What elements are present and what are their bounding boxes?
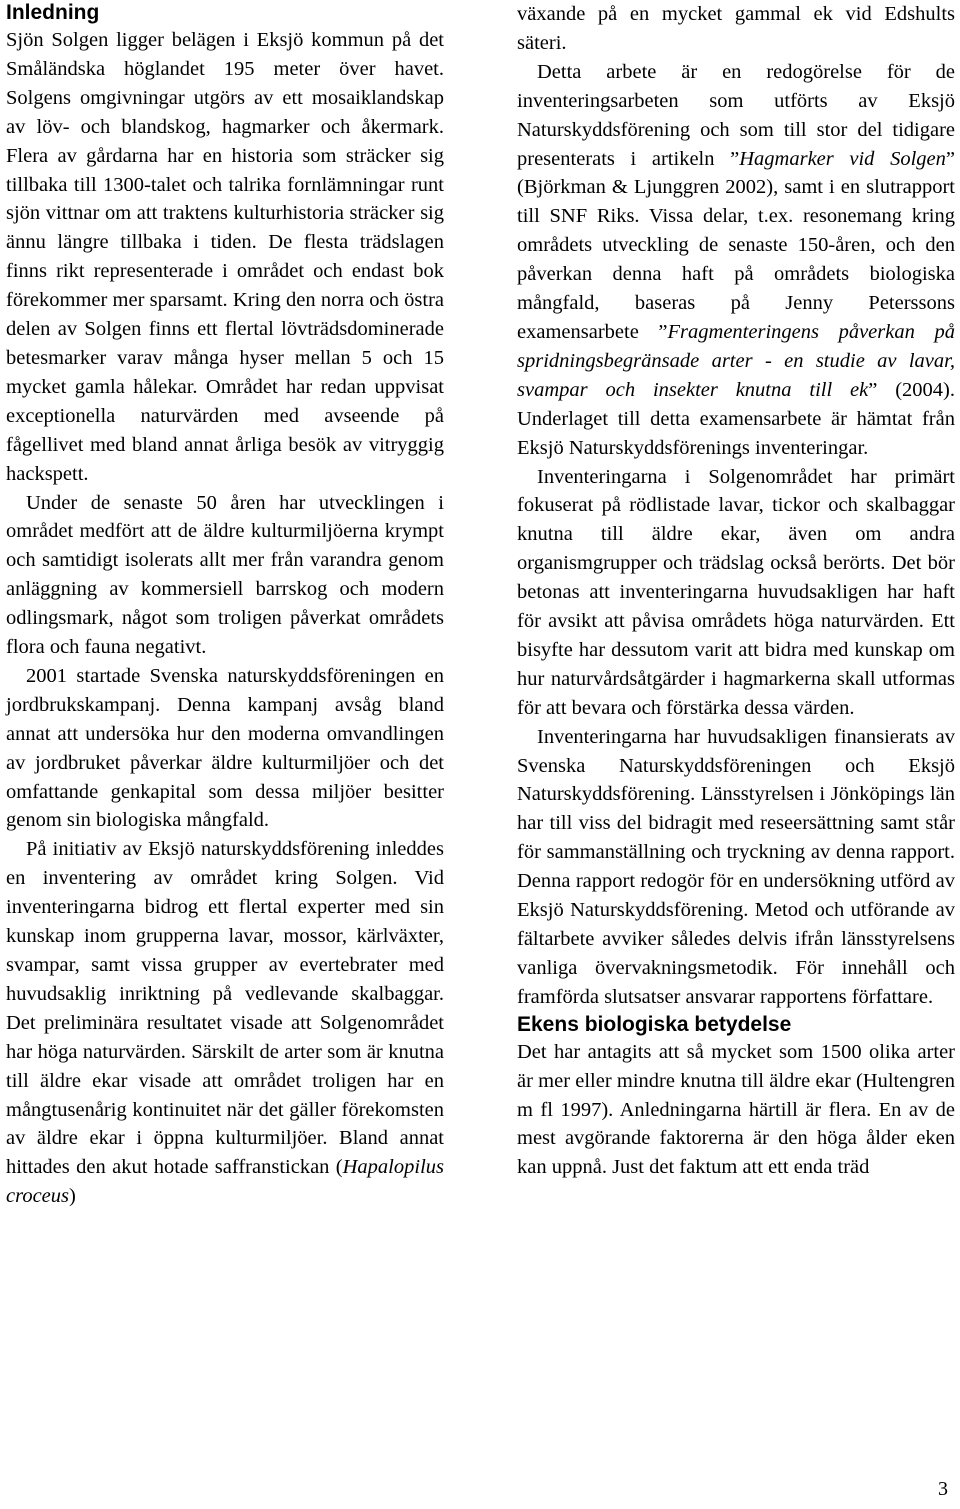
paragraph-report-text-a: Detta arbete är en redogörelse för de inventeringsarbeten som utförts av Eksjö Naturskyddsförening och som till stor del tidigare presenterats i artikeln ”	[517, 60, 955, 170]
left-column	[6, 0, 444, 1211]
paragraph-inventory-focus: Inventeringarna i Solgenområdet har primärt fokuserat på rödlistade lavar, tickor och skalbaggar knutna till äldre ekar, även om andra organismgrupper och trädslag också berörts. Det bör betonas att inventeringarna huvudsakligen har haft för avsikt att påvisa områdets höga naturvärden. Ett bisyfte har dessutom varit att bidra med kunskap om hur naturvårdsåtgärder i hagmarkerna skall utformas för att bevara och förstärka dessa värden.	[517, 465, 955, 719]
paragraph-initiative-close: )	[69, 1185, 76, 1208]
paragraph-initiative-text: På initiativ av Eksjö naturskyddsförening inleddes en inventering av området kring Solgen. Vid inventeringarna bidrog ett flertal experter med sin kunskap inom grupperna lavar, mossor, kärlväxter, svampar, samt vissa grupper av evertebrater med huvudsaklig inriktning på vedlevande skalbaggar. Det preliminära resultatet visade att Solgenområdet har höga naturvärden. Särskilt de arter som är knutna till äldre ekar visade att området troligen har en mångtusenårig kontinuitet när det gäller förekomsten av äldre ekar i öppna kulturmiljöer. Bland annat hittades den akut hotade saffranstickan (	[6, 838, 444, 1179]
right-column	[517, 0, 955, 1182]
article-title: Hagmarker vid Solgen	[739, 147, 946, 170]
thesis-title: Fragmenteringens påverkan på spridningsbegränsade arter - en studie av lavar, svampar och insekter knutna till ek	[517, 320, 955, 401]
paragraph-intro: Sjön Solgen ligger belägen i Eksjö kommun på det Småländska höglandet 195 meter över havet. Solgens omgivningar utgörs av ett mosaiklandskap av löv- och blandskog, hagmarker och åkermark. Flera av gårdarna har en historia som sträcker sig tillbaka till 1300-talet och talrika fornlämningar runt sjön vittnar om att traktens kulturhistoria sträcker sig ännu längre tillbaka i tiden. De flesta trädslagen finns rikt representerade i området och endast bok förekommer mer sparsamt. Kring den norra och östra delen av Solgen finns ett flertal lövträdsdominerade betesmarker varav många hyser mellan 5 och 15 mycket gamla hålekar. Området har redan uppvisat exceptionella naturvärden med avseende på fågellivet med bland annat årliga besök av vitryggig hackspett.	[6, 29, 444, 485]
paragraph-report-text-c: ” (2004). Underlaget till detta examensarbete är hämtat från Eksjö Naturskyddsförenings inventeringar.	[517, 378, 955, 459]
paragraph-report-background	[517, 58, 955, 463]
paragraph-campaign: 2001 startade Svenska naturskyddsföreningen en jordbrukskampanj. Denna kampanj avsåg bland annat att undersöka hur den moderna omvandlingen av jordbruket påverkar äldre kulturmiljöer och det omfattande genkapital som dessa miljöer besitter genom sin biologiska mångfald.	[6, 664, 444, 832]
section-heading-inledning: Inledning	[6, 1, 100, 24]
paragraph-development: Under de senaste 50 åren har utvecklingen i området medfört att de äldre kulturmiljöerna krympt och samtidigt isolerats allt mer från varandra genom anläggning av kommersiell barrskog och modern odlingsmark, något som troligen påverkat områdets flora och fauna negativt.	[6, 491, 444, 659]
paragraph-continuation: växande på en mycket gammal ek vid Edshults säteri.	[517, 3, 955, 54]
page-number: 3	[938, 1478, 948, 1500]
paragraph-initiative	[6, 835, 444, 1211]
species-name: Hapalopilus croceus	[6, 1156, 444, 1208]
paragraph-funding: Inventeringarna har huvudsakligen finansierats av Svenska Naturskyddsföreningen och Eksjö Naturskyddsförening. Länsstyrelsen i Jönköpings län har till viss del bidragit med reseersättning samt står för sammanställning och tryckning av denna rapport. Denna rapport redogör för en undersökning utförd av Eksjö Naturskyddsförening. Metod och utförande av fältarbete avviker således delvis ifrån länsstyrelsens vanliga övervakningsmetodik. För innehåll och framförda slutsatser ansvarar rapportens författare.	[517, 725, 955, 1008]
section-heading-ekens-betydelse: Ekens biologiska betydelse	[517, 1012, 792, 1036]
paragraph-oak-importance: Det har antagits att så mycket som 1500 olika arter är mer eller mindre knutna till äldre ekar (Hultengren m fl 1997). Anledningarna härtill är flera. En av de mest avgörande faktorerna är den höga ålder eken kan uppnå. Just det faktum att ett enda träd	[517, 1040, 955, 1179]
paragraph-report-text-b: ” (Björkman & Ljunggren 2002), samt i en slutrapport till SNF Riks. Vissa delar, t.ex. resonemang kring områdets utveckling de senaste 150-åren, och den påverkan denna haft på områdets biologiska mångfald, baseras på Jenny Peterssons examensarbete ”	[517, 147, 955, 343]
